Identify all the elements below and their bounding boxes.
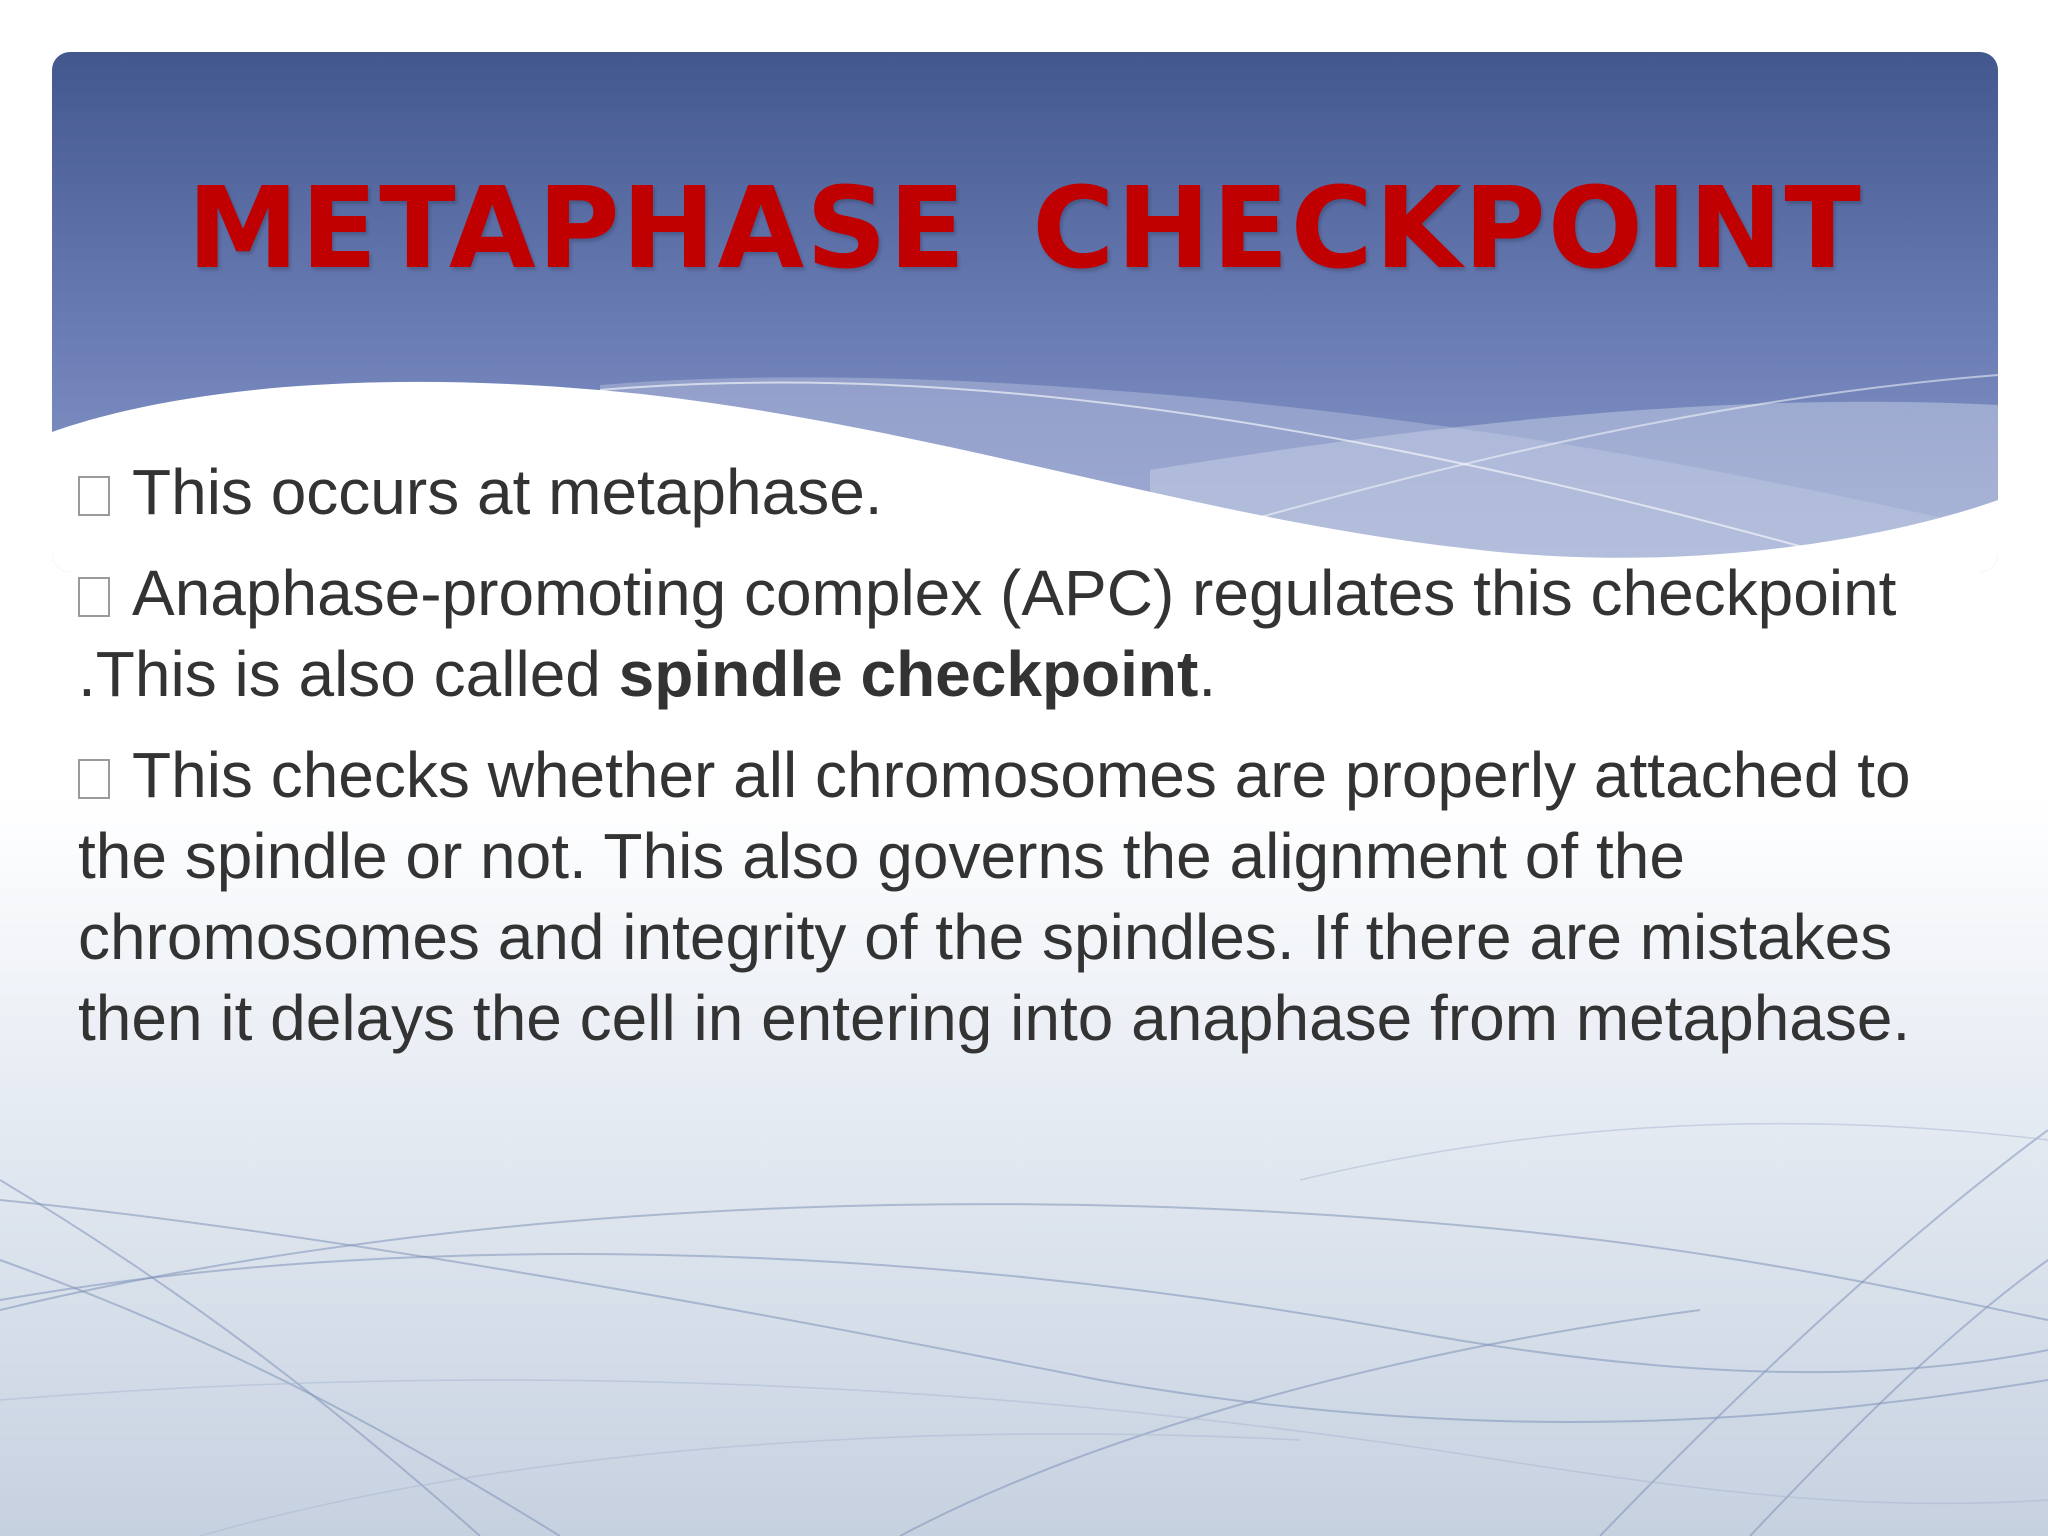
slide-body [78,452,1998,1079]
bullet-item [78,735,1998,1059]
bullet-box-icon [78,577,110,617]
bullet-bold-term: spindle checkpoint [618,638,1199,710]
bullet-item [78,553,1998,715]
bullet-box-icon [78,759,110,799]
bullet-text: This occurs at metaphase. [132,456,883,528]
slide-title: METAPHASE CHECKPOINT [187,164,1863,294]
bullet-text-end: . [1198,638,1217,710]
bullet-text: Anaphase-promoting complex (APC) regulates this checkpoint .This is also called [78,557,1897,710]
bullet-item [78,452,1998,533]
bullet-text: This checks whether all chromosomes are properly attached to the spindle or not. This also governs the alignment of the chromosomes and integrity of the spindles. If there are mistakes then it delays the cell in entering into anaphase from metaphase. [78,739,1911,1054]
bullet-box-icon [78,476,110,516]
